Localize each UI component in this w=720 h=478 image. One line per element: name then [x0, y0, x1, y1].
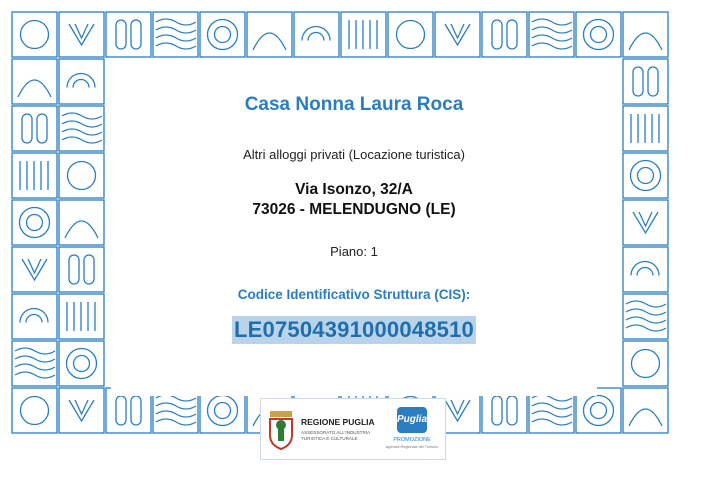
address-block — [111, 180, 597, 220]
puglia-promozione-logo: Puglia — [397, 407, 427, 433]
footer-logos — [260, 398, 446, 460]
brand-tagline: Agenzia Regionale del Turismo — [385, 445, 439, 449]
region-subtitle: ASSESSORATO ALL'INDUSTRIA TURISTICA E CULTURALE — [301, 430, 370, 441]
property-name: Casa Nonna Laura Roca — [244, 94, 464, 115]
brand-label: PROMOZIONE — [393, 437, 431, 443]
accommodation-category: Altri alloggi privati (Locazione turistica) — [243, 147, 465, 162]
address-street: Via Isonzo, 32/A — [295, 181, 413, 198]
regione-puglia-crest-icon — [267, 405, 295, 455]
floor-info: Piano: 1 — [330, 244, 378, 259]
info-panel — [111, 66, 597, 396]
region-title: REGIONE PUGLIA — [301, 417, 375, 427]
cis-label: Codice Identificativo Struttura (CIS): — [237, 287, 471, 302]
cis-code[interactable]: LE07504391000048510 — [234, 317, 474, 342]
address-city: 73026 - MELENDUGNO (LE) — [252, 201, 456, 218]
